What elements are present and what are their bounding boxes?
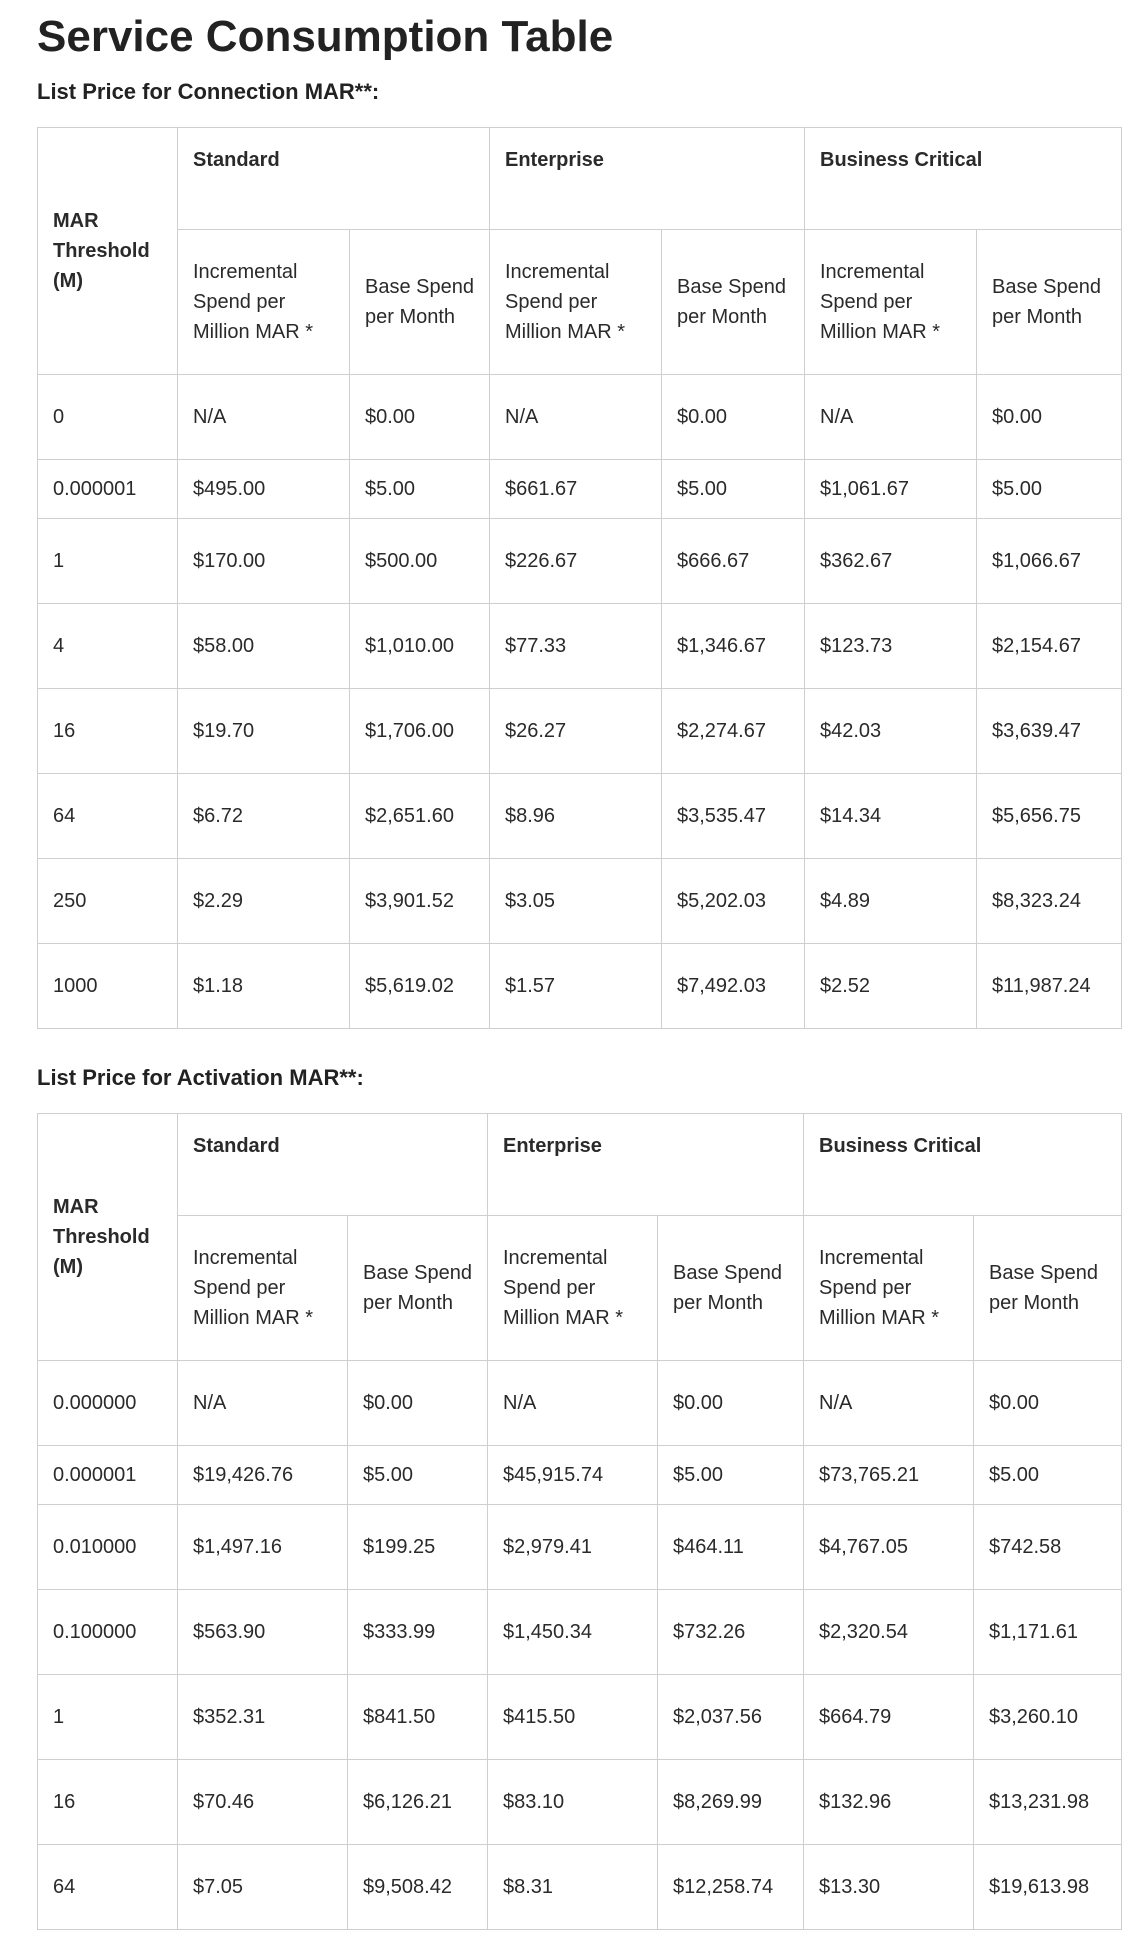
table-cell: $352.31 bbox=[178, 1675, 348, 1760]
table-cell: $8.96 bbox=[490, 774, 662, 859]
table-cell: $8,323.24 bbox=[977, 859, 1122, 944]
table-row bbox=[38, 519, 1122, 604]
table-cell: $1,066.67 bbox=[977, 519, 1122, 604]
table-cell: $2.29 bbox=[178, 859, 350, 944]
table-cell: $14.34 bbox=[805, 774, 977, 859]
table-cell: $11,987.24 bbox=[977, 944, 1122, 1029]
activation-price-table bbox=[37, 1113, 1122, 1930]
table-row bbox=[38, 1845, 1122, 1930]
table-cell: 1000 bbox=[38, 944, 178, 1029]
table-cell: $2,037.56 bbox=[658, 1675, 804, 1760]
table-row bbox=[38, 604, 1122, 689]
table-cell: $415.50 bbox=[488, 1675, 658, 1760]
table-cell: $0.00 bbox=[977, 375, 1122, 460]
group-header-standard: Standard bbox=[178, 1114, 488, 1216]
table-cell: $1,010.00 bbox=[350, 604, 490, 689]
table-cell: 4 bbox=[38, 604, 178, 689]
table-cell: $333.99 bbox=[348, 1590, 488, 1675]
table-cell: $0.00 bbox=[350, 375, 490, 460]
table-cell: 64 bbox=[38, 774, 178, 859]
table-cell: $5.00 bbox=[977, 460, 1122, 519]
table-cell: $83.10 bbox=[488, 1760, 658, 1845]
table-cell: $8,269.99 bbox=[658, 1760, 804, 1845]
connection-price-table bbox=[37, 127, 1122, 1029]
table-row bbox=[38, 944, 1122, 1029]
table-cell: $2,320.54 bbox=[804, 1590, 974, 1675]
table-cell: $12,258.74 bbox=[658, 1845, 804, 1930]
table-cell: $495.00 bbox=[178, 460, 350, 519]
table-cell: $5.00 bbox=[348, 1446, 488, 1505]
table-cell: $742.58 bbox=[974, 1505, 1122, 1590]
table-row bbox=[38, 1760, 1122, 1845]
connection-heading: List Price for Connection MAR**: bbox=[37, 79, 380, 104]
table-cell: $1,061.67 bbox=[805, 460, 977, 519]
table-cell: 0.010000 bbox=[38, 1505, 178, 1590]
table-cell: $0.00 bbox=[974, 1361, 1122, 1446]
table-cell: $2,274.67 bbox=[662, 689, 805, 774]
table-cell: $70.46 bbox=[178, 1760, 348, 1845]
table-cell: $2,979.41 bbox=[488, 1505, 658, 1590]
table-cell: 0.000001 bbox=[38, 460, 178, 519]
table-cell: $1.18 bbox=[178, 944, 350, 1029]
table-cell: $5.00 bbox=[658, 1446, 804, 1505]
column-header: Incremental Spend per Million MAR * bbox=[804, 1216, 974, 1361]
table-cell: $563.90 bbox=[178, 1590, 348, 1675]
table-cell: N/A bbox=[805, 375, 977, 460]
column-header: Base Spend per Month bbox=[977, 230, 1122, 375]
table-cell: $1,346.67 bbox=[662, 604, 805, 689]
table-cell: $841.50 bbox=[348, 1675, 488, 1760]
group-header-business-critical: Business Critical bbox=[804, 1114, 1122, 1216]
table-cell: $13.30 bbox=[804, 1845, 974, 1930]
column-header: Incremental Spend per Million MAR * bbox=[178, 1216, 348, 1361]
table-cell: $464.11 bbox=[658, 1505, 804, 1590]
table-row bbox=[38, 1505, 1122, 1590]
table-row bbox=[38, 1446, 1122, 1505]
group-header-standard: Standard bbox=[178, 128, 490, 230]
table-cell: $6,126.21 bbox=[348, 1760, 488, 1845]
table-cell: $1.57 bbox=[490, 944, 662, 1029]
table-row bbox=[38, 1590, 1122, 1675]
column-header: Base Spend per Month bbox=[348, 1216, 488, 1361]
table-cell: $5,202.03 bbox=[662, 859, 805, 944]
table-cell: $7,492.03 bbox=[662, 944, 805, 1029]
table-cell: $5,619.02 bbox=[350, 944, 490, 1029]
table-cell: $45,915.74 bbox=[488, 1446, 658, 1505]
group-header-enterprise: Enterprise bbox=[490, 128, 805, 230]
column-header: Base Spend per Month bbox=[662, 230, 805, 375]
table-cell: $2,651.60 bbox=[350, 774, 490, 859]
table-cell: N/A bbox=[178, 1361, 348, 1446]
table-cell: $1,171.61 bbox=[974, 1590, 1122, 1675]
table-cell: $5.00 bbox=[350, 460, 490, 519]
table-cell: N/A bbox=[490, 375, 662, 460]
table-row bbox=[38, 859, 1122, 944]
table-cell: $1,706.00 bbox=[350, 689, 490, 774]
table-cell: $13,231.98 bbox=[974, 1760, 1122, 1845]
threshold-header: MAR Threshold (M) bbox=[38, 128, 178, 375]
table-cell: $2.52 bbox=[805, 944, 977, 1029]
page-title: Service Consumption Table bbox=[37, 12, 614, 61]
column-header: Incremental Spend per Million MAR * bbox=[178, 230, 350, 375]
group-header-enterprise: Enterprise bbox=[488, 1114, 804, 1216]
column-header: Base Spend per Month bbox=[658, 1216, 804, 1361]
table-cell: $77.33 bbox=[490, 604, 662, 689]
column-header: Base Spend per Month bbox=[350, 230, 490, 375]
table-cell: 64 bbox=[38, 1845, 178, 1930]
table-cell: $6.72 bbox=[178, 774, 350, 859]
table-cell: $123.73 bbox=[805, 604, 977, 689]
table-cell: $732.26 bbox=[658, 1590, 804, 1675]
column-header: Base Spend per Month bbox=[974, 1216, 1122, 1361]
table-cell: $0.00 bbox=[658, 1361, 804, 1446]
table-row bbox=[38, 1675, 1122, 1760]
table-cell: $3,260.10 bbox=[974, 1675, 1122, 1760]
column-header: Incremental Spend per Million MAR * bbox=[488, 1216, 658, 1361]
table-row bbox=[38, 774, 1122, 859]
table-row bbox=[38, 1361, 1122, 1446]
table-cell: $4.89 bbox=[805, 859, 977, 944]
activation-heading: List Price for Activation MAR**: bbox=[37, 1065, 364, 1090]
table-cell: $19,613.98 bbox=[974, 1845, 1122, 1930]
table-cell: 0.000001 bbox=[38, 1446, 178, 1505]
table-row bbox=[38, 689, 1122, 774]
table-cell: $500.00 bbox=[350, 519, 490, 604]
table-row bbox=[38, 375, 1122, 460]
table-cell: $3,901.52 bbox=[350, 859, 490, 944]
table-cell: $42.03 bbox=[805, 689, 977, 774]
table-cell: $73,765.21 bbox=[804, 1446, 974, 1505]
table-cell: 16 bbox=[38, 1760, 178, 1845]
table-cell: $0.00 bbox=[348, 1361, 488, 1446]
table-cell: $661.67 bbox=[490, 460, 662, 519]
table-cell: $9,508.42 bbox=[348, 1845, 488, 1930]
table-cell: $19.70 bbox=[178, 689, 350, 774]
table-cell: $199.25 bbox=[348, 1505, 488, 1590]
table-cell: 1 bbox=[38, 519, 178, 604]
table-cell: N/A bbox=[804, 1361, 974, 1446]
table-cell: $0.00 bbox=[662, 375, 805, 460]
table-cell: $666.67 bbox=[662, 519, 805, 604]
table-cell: $362.67 bbox=[805, 519, 977, 604]
table-cell: N/A bbox=[488, 1361, 658, 1446]
table-cell: $19,426.76 bbox=[178, 1446, 348, 1505]
table-cell: $4,767.05 bbox=[804, 1505, 974, 1590]
table-cell: $3.05 bbox=[490, 859, 662, 944]
table-cell: 0.000000 bbox=[38, 1361, 178, 1446]
table-cell: $5.00 bbox=[974, 1446, 1122, 1505]
table-cell: $132.96 bbox=[804, 1760, 974, 1845]
table-cell: 0 bbox=[38, 375, 178, 460]
table-cell: $3,639.47 bbox=[977, 689, 1122, 774]
table-cell: $5.00 bbox=[662, 460, 805, 519]
table-cell: $58.00 bbox=[178, 604, 350, 689]
table-cell: $170.00 bbox=[178, 519, 350, 604]
table-cell: $7.05 bbox=[178, 1845, 348, 1930]
group-header-business-critical: Business Critical bbox=[805, 128, 1122, 230]
table-cell: $8.31 bbox=[488, 1845, 658, 1930]
table-cell: 16 bbox=[38, 689, 178, 774]
table-cell: $226.67 bbox=[490, 519, 662, 604]
column-header: Incremental Spend per Million MAR * bbox=[490, 230, 662, 375]
table-cell: 1 bbox=[38, 1675, 178, 1760]
table-cell: $5,656.75 bbox=[977, 774, 1122, 859]
table-cell: $664.79 bbox=[804, 1675, 974, 1760]
table-cell: $3,535.47 bbox=[662, 774, 805, 859]
table-cell: 250 bbox=[38, 859, 178, 944]
column-header: Incremental Spend per Million MAR * bbox=[805, 230, 977, 375]
threshold-header: MAR Threshold (M) bbox=[38, 1114, 178, 1361]
table-cell: 0.100000 bbox=[38, 1590, 178, 1675]
table-cell: $1,450.34 bbox=[488, 1590, 658, 1675]
table-row bbox=[38, 460, 1122, 519]
table-cell: $1,497.16 bbox=[178, 1505, 348, 1590]
table-cell: N/A bbox=[178, 375, 350, 460]
table-cell: $26.27 bbox=[490, 689, 662, 774]
table-cell: $2,154.67 bbox=[977, 604, 1122, 689]
